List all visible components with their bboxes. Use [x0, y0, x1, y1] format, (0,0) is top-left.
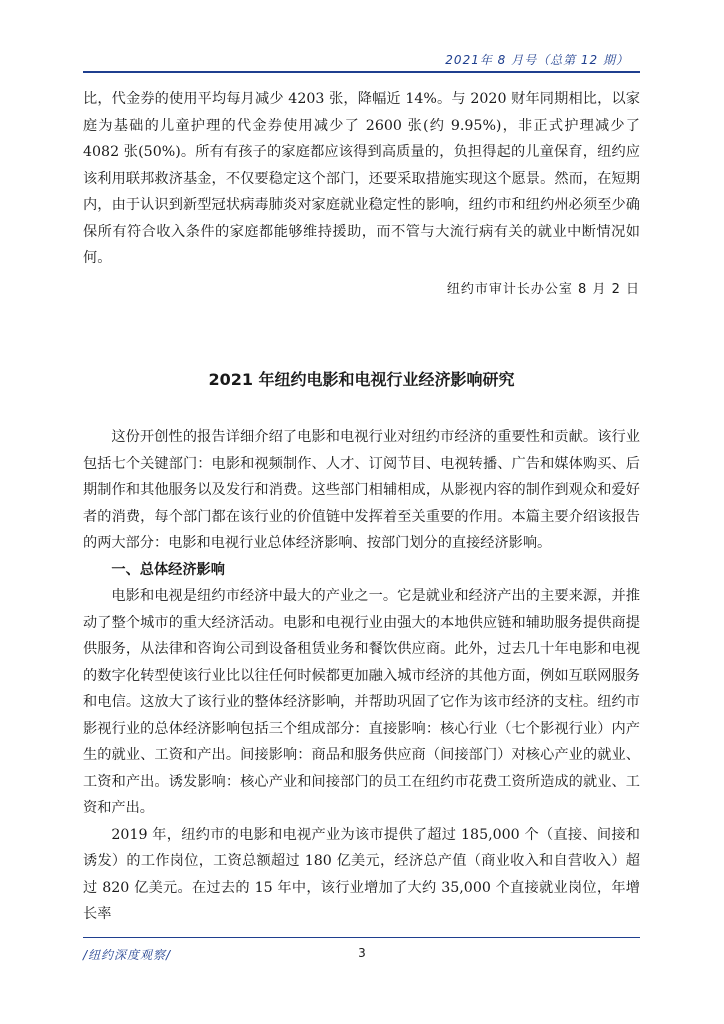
prev-article-signature: 纽约市审计长办公室 8 月 2 日 — [446, 281, 640, 297]
issue-header: 2021年 8 月号（总第 12 期） — [445, 53, 629, 67]
footer-divider — [83, 937, 640, 938]
section-paragraph: 电影和电视是纽约市经济中最大的产业之一。它是就业和经济产出的主要来源，并推动了整个城市的重大经济活动。电影和电视行业由强大的本地供应链和辅助服务提供商提供服务，从法律和咨询公司到设备租赁业务和餐饮供应商。此外，过去几十年电影和电视的数字化转型使该行业比以往任何时候都更加融入城市经济的其他方面，例如互联网服务和电信。这放大了该行业的整体经济影响，并帮助巩固了它作为该市经济的支柱。纽约市影视行业的总体经济影响包括三个组成部分：直接影响：核心行业（七个影视行业）内产生的就业、工资和产出。间接影响：商品和服务供应商（间接部门）对核心产业的就业、工资和产出。诱发影响：核心产业和间接部门的员工在纽约市花费工资所造成的就业、工资和产出。 — [83, 588, 640, 816]
section-heading: 一、总体经济影响 — [111, 561, 225, 578]
article-intro: 这份开创性的报告详细介绍了电影和电视行业对纽约市经济的重要性和贡献。该行业包括七个关键部门：电影和视频制作、人才、订阅节目、电视转播、广告和媒体购买、后期制作和其他服务以及发行和消费。这些部门相辅相成，从影视内容的制作到观众和爱好者的消费，每个部门都在该行业的价值链中发挥着至关重要的作用。本篇主要介绍该报告的两大部分：电影和电视行业总体经济影响、按部门划分的直接经济影响。 — [83, 429, 640, 551]
page-number: 3 — [358, 946, 366, 960]
header-divider — [83, 71, 640, 73]
page-body — [83, 86, 640, 928]
publication-name: /纽约深度观察/ — [83, 948, 172, 962]
section-paragraph: 2019 年，纽约市的电影和电视产业为该市提供了超过 185,000 个（直接、间接和诱发）的工作岗位，工资总额超过 180 亿美元，经济总产值（商业收入和自营收入）超过 820 亿美元。在过去的 15 年中，该行业增加了大约 35,000 个直接就业岗位，年增长率 — [83, 826, 640, 922]
prev-article-paragraph: 比，代金券的使用平均每月减少 4203 张，降幅近 14%。与 2020 财年同期相比，以家庭为基础的儿童护理的代金券使用减少了 2600 张(约 9.95%)，非正式护理减少了 4082 张(50%)。所有有孩子的家庭都应该得到高质量的，负担得起的儿童保育，纽约应该利用联邦救济基金，不仅要稳定这个部门，还要采取措施实现这个愿景。然而，在短期内，由于认识到新型冠状病毒肺炎对家庭就业稳定性的影响，纽约市和纽约州必须至少确保所有符合收入条件的家庭都能够维持援助，而不管与大流行病有关的就业中断情况如何。 — [83, 91, 640, 266]
article-title: 2021 年纽约电影和电视行业经济影响研究 — [208, 370, 515, 389]
